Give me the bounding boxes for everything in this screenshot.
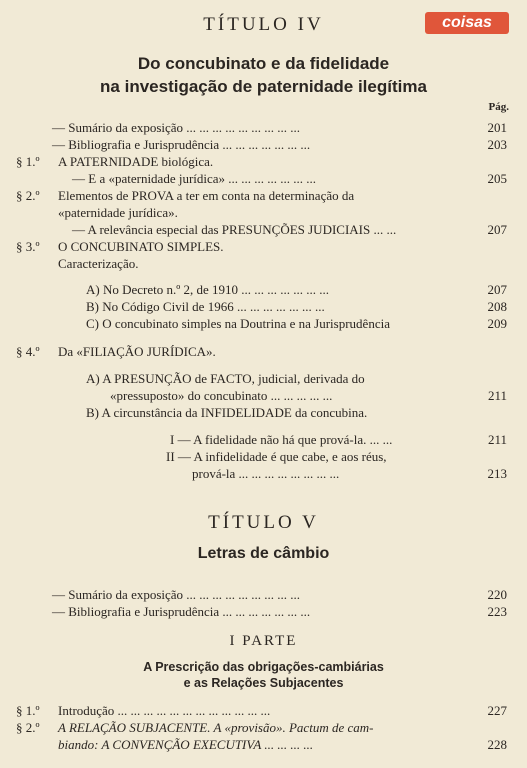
toc-entry-text: C) O concubinato simples na Doutrina e na Jurisprudência: [86, 316, 390, 331]
toc-entry-text: B) A circunstância da INFIDELIDADE da concubina.: [86, 405, 368, 420]
toc-entry-text: A) No Decreto n.º 2, de 1910 ... ... ... ... ... ... ...: [86, 282, 330, 297]
heading-iv-line-1: Do concubinato e da fidelidade: [137, 54, 390, 73]
toc-entry-text: I — A fidelidade não há que prová-la. ... ...: [170, 432, 393, 447]
toc-entry-text: Da «FILIAÇÃO JURÍDICA».: [58, 344, 216, 359]
heading-iv-line-2: na investigação de paternidade ilegítima: [100, 77, 427, 96]
page-number: 207: [487, 222, 507, 237]
toc-entry-text: — Sumário da exposição ... ... ... ... ... ... ... ... ...: [52, 587, 301, 602]
toc-entry-text: Caracterização.: [58, 256, 139, 271]
section-number: § 1.º: [16, 703, 40, 718]
section-number: § 2.º: [16, 188, 40, 203]
toc-entry-text: O CONCUBINATO SIMPLES.: [58, 239, 224, 254]
toc-entry-text: — Bibliografia e Jurisprudência ... ... ... ... ... ... ...: [52, 604, 311, 619]
page-number: 228: [487, 737, 507, 752]
page-number: 227: [487, 703, 507, 718]
toc-entry-text: — A relevância especial das PRESUNÇÕES JUDICIAIS ... ...: [72, 222, 397, 237]
section-number: § 3.º: [16, 239, 40, 254]
page-number: 211: [487, 388, 507, 403]
page-number: 223: [487, 604, 507, 619]
toc-entry-text: «paternidade jurídica».: [58, 205, 178, 220]
page-number: 205: [487, 171, 507, 186]
title-iv: TÍTULO IV: [203, 14, 324, 35]
toc-entry-text: Elementos de PROVA a ter em conta na determinação da: [58, 188, 355, 203]
toc-entry-text: A PATERNIDADE biológica.: [58, 154, 214, 169]
toc-entry-text: — Bibliografia e Jurisprudência ... ... ... ... ... ... ...: [52, 137, 311, 152]
coisas-logo: coisas: [425, 12, 509, 34]
parte-label: I PARTE: [229, 633, 298, 649]
toc-entry-text: — Sumário da exposição ... ... ... ... ... ... ... ... ...: [52, 120, 301, 135]
section-number: § 1.º: [16, 154, 40, 169]
toc-entry-text: II — A infidelidade é que cabe, e aos réus,: [166, 449, 387, 464]
toc-entry-text: A RELAÇÃO SUBJACENTE. A «provisão». Pactum de cam-: [58, 720, 374, 735]
toc-entry-text: Introdução ... ... ... ... ... ... ... ... ... ... ... ...: [58, 703, 271, 718]
section-number: § 2.º: [16, 720, 40, 735]
toc-entry-text: prová-la ... ... ... ... ... ... ... ...: [192, 466, 340, 481]
page-number: 213: [487, 466, 507, 481]
section-number: § 4.º: [16, 344, 40, 359]
toc-entry-text: — E a «paternidade jurídica» ... ... ... ... ... ... ...: [72, 171, 317, 186]
parte-heading-line-1: A Prescrição das obrigações-cambiárias: [143, 660, 384, 674]
page-column-label: Pág.: [488, 101, 509, 113]
page-number: 208: [487, 299, 507, 314]
heading-v: Letras de câmbio: [197, 545, 330, 562]
page-number: 209: [487, 316, 507, 331]
page-number: 203: [487, 137, 507, 152]
page-number: 207: [487, 282, 507, 297]
page-number: 201: [487, 120, 507, 135]
toc-entry-text: A) A PRESUNÇÃO de FACTO, judicial, derivada do: [86, 371, 365, 386]
toc-entry-text: biando: A CONVENÇÃO EXECUTIVA ... ... ... ...: [58, 737, 314, 752]
toc-entry-text: B) No Código Civil de 1966 ... ... ... ... ... ... ...: [86, 299, 325, 314]
page-number: 211: [487, 432, 507, 447]
toc-entry-text: «pressuposto» do concubinato ... ... ... ... ...: [110, 388, 333, 403]
title-v: TÍTULO V: [208, 512, 319, 533]
page-number: 220: [487, 587, 507, 602]
parte-heading-line-2: e as Relações Subjacentes: [183, 676, 344, 690]
